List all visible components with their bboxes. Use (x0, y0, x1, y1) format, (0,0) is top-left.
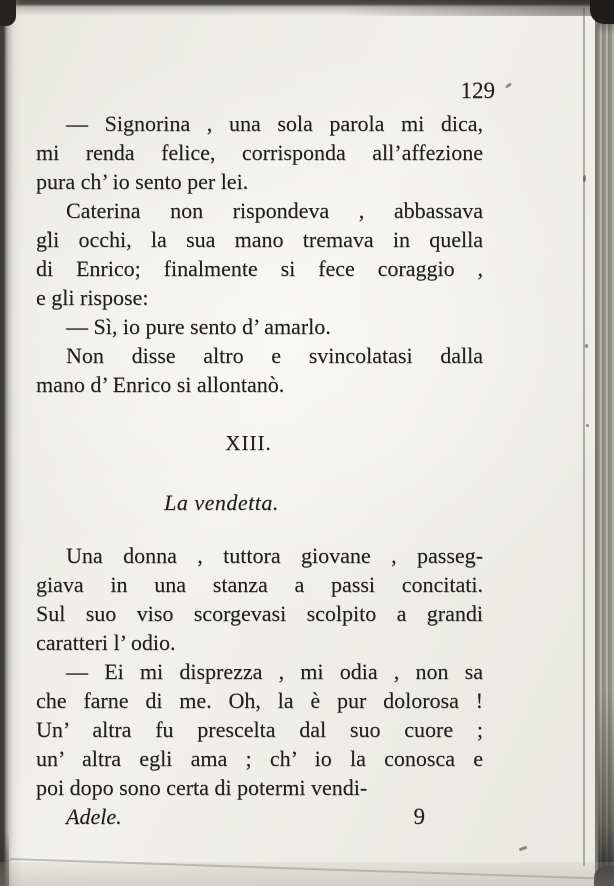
text-line: gli occhi, la sua mano tremava in quella (36, 227, 483, 252)
page-footer (36, 802, 483, 831)
text-line: Sul suo viso scorgevasi scolpito a grandi (36, 601, 483, 626)
text-line: — Ei mi disprezza , mi odia , non sa (66, 659, 483, 684)
paragraph (36, 341, 483, 399)
chapter-title: La vendetta. (164, 490, 279, 515)
paragraph (36, 657, 483, 802)
paragraph (36, 312, 483, 341)
scan-speck (519, 846, 528, 852)
text-line: mano d’ Enrico si allontanò. (36, 372, 285, 397)
text-line: un’ altra egli ama ; ch’ io la conosca e (36, 746, 483, 771)
text-line: poi dopo sono certa di potermi vendi- (36, 775, 368, 800)
text-line: — Sì, io pure sento d’ amarlo. (66, 314, 331, 339)
page-top-edge-shadow (0, 0, 614, 16)
paragraph (36, 109, 483, 196)
text-column (36, 76, 495, 831)
text-line: — Signorina , una sola parola mi dica, (66, 111, 483, 136)
text-line: pura ch’ io sento per lei. (36, 169, 249, 194)
scan-speck (583, 175, 586, 182)
scan-speck (586, 424, 589, 427)
paragraph (36, 541, 483, 657)
text-line: mi renda felice, corrisponda all’affezione (36, 140, 483, 165)
text-line: e gli rispose: (36, 285, 149, 310)
text-line: di Enrico; finalmente si fece coraggio , (36, 256, 483, 281)
page-number: 129 (460, 78, 495, 103)
text-line: giava in una stanza a passi concitati. (36, 572, 483, 597)
paragraph (36, 196, 483, 312)
scan-speck (505, 82, 512, 88)
scan-speck (585, 344, 588, 348)
text-line: Non disse altro e svincolatasi dalla (66, 343, 483, 368)
text-line: che farne di me. Oh, la è pur dolorosa ! (36, 688, 483, 713)
top-right-corner-shadow (590, 0, 614, 24)
signature-number: 9 (413, 804, 425, 829)
page-left-edge-shadow (0, 0, 22, 886)
catchword: Adele. (66, 804, 122, 829)
chapter-heading: XIII. (225, 431, 272, 455)
text-line: Una donna , tuttora giovane , passeg- (66, 543, 483, 568)
text-line: Caterina non rispondeva , abbassava (66, 198, 483, 223)
page-stack-line (583, 8, 585, 866)
page-bottom-edge-shadow (0, 862, 614, 886)
text-line: Un’ altra fu prescelta dal suo cuore ; (36, 717, 483, 742)
top-left-corner-shadow (0, 0, 16, 26)
book-fore-edge-texture (598, 0, 614, 886)
text-line: caratteri l’ odio. (36, 630, 176, 655)
